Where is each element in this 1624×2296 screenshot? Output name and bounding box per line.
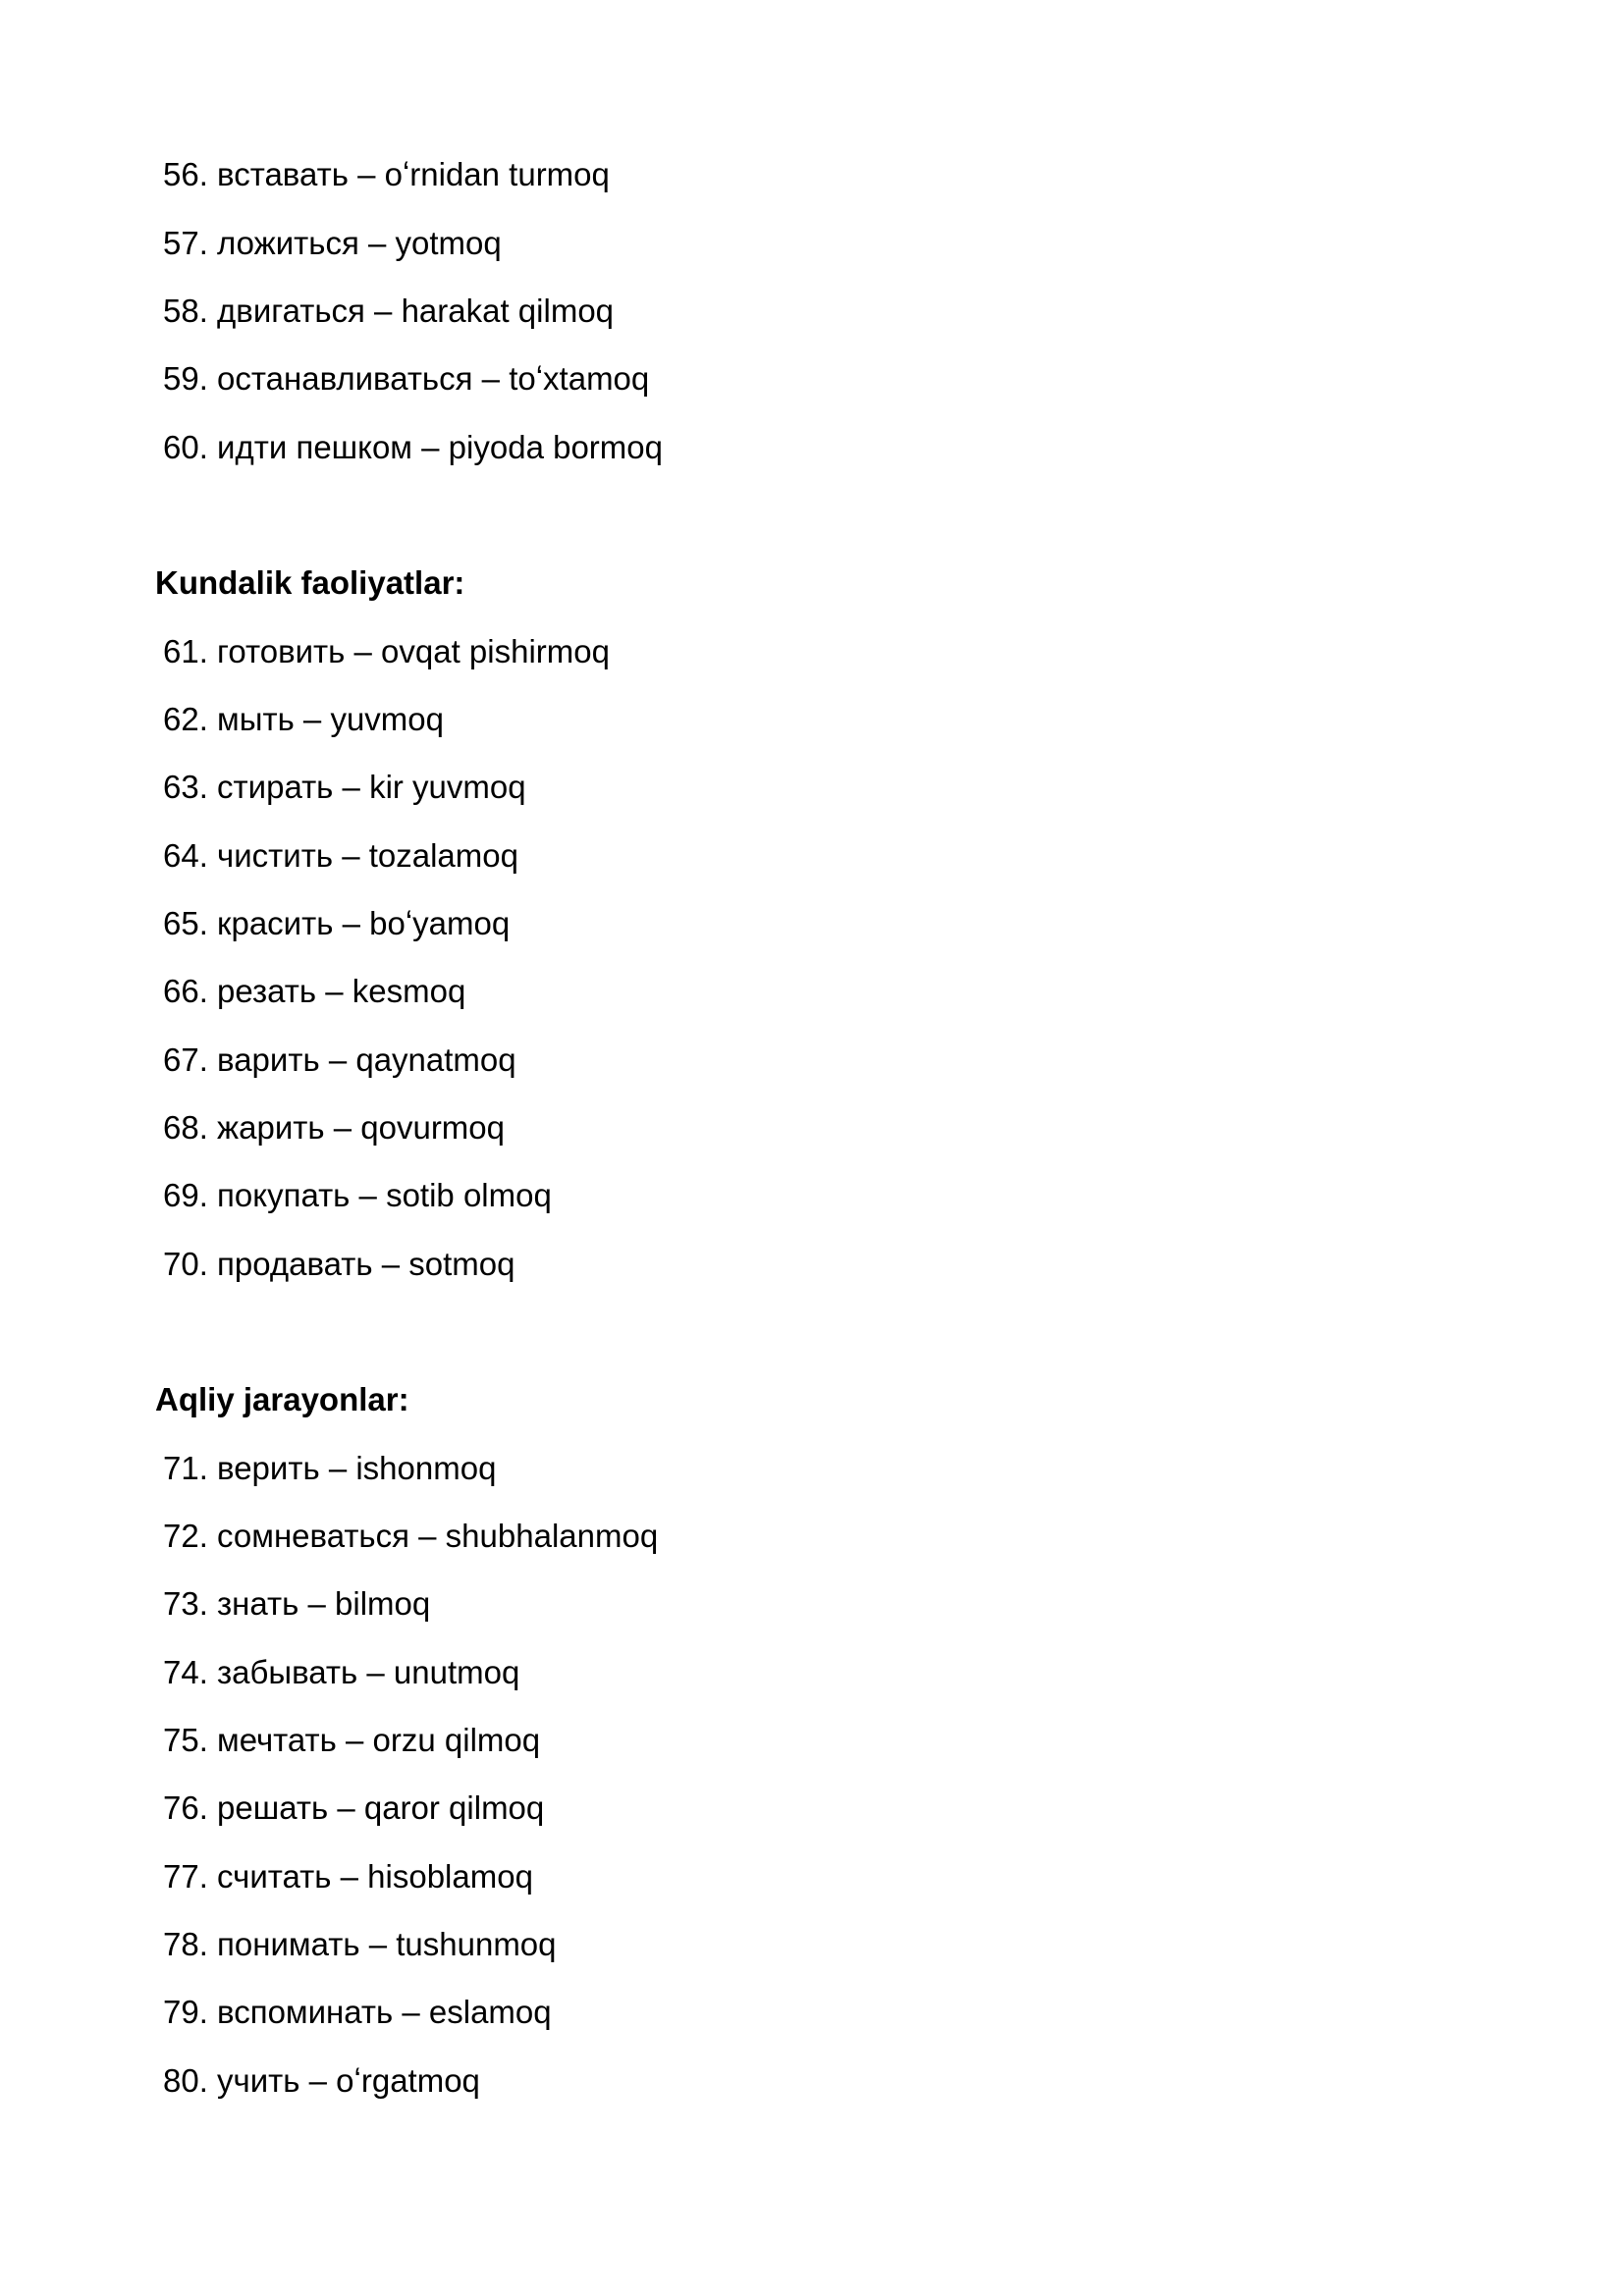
list-item: 78. понимать – tushunmoq <box>163 1926 557 1962</box>
list-item: 66. резать – kesmoq <box>163 973 466 1009</box>
list-item: 58. двигаться – harakat qilmoq <box>163 293 615 329</box>
list-item: 57. ложиться – yotmoq <box>163 225 502 261</box>
list-item: 63. стирать – kir yuvmoq <box>163 769 526 805</box>
list-item: 65. красить – boʻyamoq <box>163 905 511 941</box>
list-item: 74. забывать – unutmoq <box>163 1654 520 1690</box>
list-item: 79. вспоминать – eslamoq <box>163 1994 552 2030</box>
list-item: 60. идти пешком – piyoda bormoq <box>163 429 663 465</box>
list-item: 76. решать – qaror qilmoq <box>163 1789 545 1826</box>
list-item: 67. варить – qaynatmoq <box>163 1041 516 1078</box>
list-item: 64. чистить – tozalamoq <box>163 837 518 874</box>
list-item: 71. верить – ishonmoq <box>163 1450 497 1486</box>
list-item: 59. останавливаться – toʻxtamoq <box>163 360 650 397</box>
list-item: 68. жарить – qovurmoq <box>163 1109 505 1146</box>
list-item: 56. вставать – oʻrnidan turmoq <box>163 156 610 192</box>
list-item: 73. знать – bilmoq <box>163 1585 431 1622</box>
list-item: 80. учить – oʻrgatmoq <box>163 2062 480 2099</box>
list-item: 75. мечтать – orzu qilmoq <box>163 1722 541 1758</box>
list-item: 69. покупать – sotib olmoq <box>163 1177 552 1213</box>
list-item: 70. продавать – sotmoq <box>163 1246 515 1282</box>
list-item: 72. сомневаться – shubhalanmoq <box>163 1518 659 1554</box>
section-heading: Aqliy jarayonlar: <box>155 1381 409 1417</box>
list-item: 62. мыть – yuvmoq <box>163 701 444 737</box>
section-heading: Kundalik faoliyatlar: <box>155 564 465 601</box>
list-item: 61. готовить – ovqat pishirmoq <box>163 633 610 669</box>
list-item: 77. считать – hisoblamoq <box>163 1858 533 1895</box>
